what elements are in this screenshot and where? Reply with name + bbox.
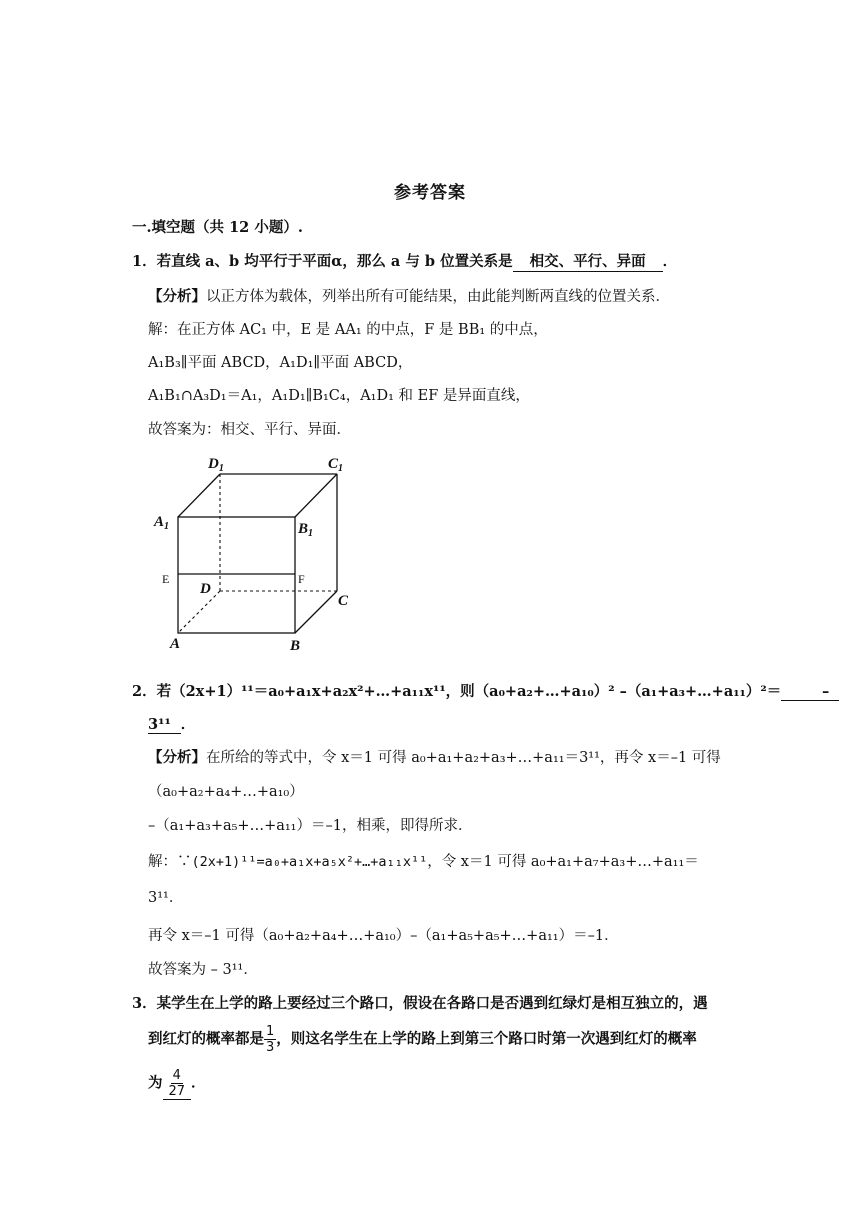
q1-solution-line3: A₁B₁∩A₃D₁＝A₁，A₁D₁∥B₁C₄，A₁D₁ 和 EF 是异面直线， bbox=[148, 388, 530, 404]
q2-number: 2． bbox=[132, 683, 157, 700]
q3-frac-denominator: 3 bbox=[266, 1040, 275, 1055]
q1-analysis-tag: 【分析】 bbox=[148, 288, 206, 305]
cube-front-face bbox=[178, 517, 295, 633]
q2-analysis bbox=[148, 746, 721, 767]
q2-solution-prefix: 解：∵ bbox=[148, 854, 192, 870]
q1-solution-line2: A₁B₃∥平面 ABCD，A₁D₁∥平面 ABCD， bbox=[148, 355, 413, 371]
q2-solution-formula: (2x+1)¹¹=a₀+a₁x+a₅x²+…+a₁₁x¹¹ bbox=[191, 854, 428, 870]
q2-analysis-text: 在所给的等式中，令 x＝1 可得 a₀+a₁+a₂+a₃+…+a₁₁＝3¹¹，再令 x＝–1 可得 bbox=[206, 750, 721, 766]
q3-line3-pre: 为 bbox=[148, 1074, 163, 1092]
q3-line2-pre: 到红灯的概率都是 bbox=[148, 1030, 264, 1048]
q3-stem-line2 bbox=[148, 1024, 697, 1055]
q1-answer-blank: 相交、平行、异面 bbox=[513, 250, 663, 272]
q2-stem bbox=[132, 680, 839, 701]
q1-conclusion: 故答案为：相交、平行、异面． bbox=[148, 422, 351, 438]
label-E: E bbox=[162, 572, 170, 586]
q2-analysis-line2: （a₀+a₂+a₄+…+a₁₀） bbox=[148, 784, 304, 800]
q3-stem-line1 bbox=[132, 992, 708, 1013]
label-B: B bbox=[290, 638, 301, 654]
edge-A1D1 bbox=[178, 474, 220, 517]
label-B1: $B_1$ bbox=[298, 521, 314, 539]
q1-solution-line1: 解：在正方体 AC₁ 中，E 是 AA₁ 的中点，F 是 BB₁ 的中点， bbox=[148, 322, 548, 338]
q3-answer-fraction bbox=[169, 1068, 186, 1099]
q3-answer-numerator: 4 bbox=[172, 1068, 181, 1083]
q1-analysis bbox=[148, 285, 670, 306]
label-C: C bbox=[338, 593, 349, 609]
q2-answer-line: 3¹¹ ． bbox=[148, 716, 196, 733]
q3-line2-post: ，则这名学生在上学的路上到第三个路口时第一次遇到红灯的概率 bbox=[276, 1030, 697, 1048]
label-F: F bbox=[298, 572, 305, 586]
q1-stem-text: 若直线 a、b 均平行于平面α，那么 a 与 b 位置关系是 bbox=[156, 253, 513, 270]
edge-C1B1 bbox=[295, 474, 337, 517]
q1-number: 1． bbox=[132, 253, 157, 270]
section-heading: 一.填空题（共 12 小题）. bbox=[132, 219, 303, 236]
q2-solution-line1 bbox=[148, 850, 699, 871]
q1-analysis-text: 以正方体为载体，列举出所有可能结果，由此能判断两直线的位置关系． bbox=[206, 289, 670, 305]
page-title: 参考答案 bbox=[394, 183, 466, 203]
q3-line3-post: ． bbox=[191, 1074, 206, 1092]
q1-stem-end: ． bbox=[662, 253, 678, 270]
label-C1: $C_1$ bbox=[328, 456, 344, 474]
q2-solution-suffix: ，令 x＝1 可得 a₀+a₁+a₇+a₃+…+a₁₁＝ bbox=[427, 854, 699, 870]
edge-CB bbox=[295, 591, 337, 633]
q3-answer-blank bbox=[163, 1068, 192, 1100]
label-D: D bbox=[200, 581, 211, 597]
q3-number: 3． bbox=[132, 995, 157, 1012]
q1-stem bbox=[132, 250, 677, 272]
q3-stem-text: 某学生在上学的路上要经过三个路口，假设在各路口是否遇到红绿灯是相互独立的，遇 bbox=[156, 995, 708, 1012]
q2-answer-blank-2: 3¹¹ bbox=[148, 716, 181, 734]
q3-frac-numerator: 1 bbox=[266, 1024, 275, 1039]
q3-answer-line bbox=[148, 1068, 206, 1100]
q2-solution-line2: 再令 x＝–1 可得（a₀+a₂+a₄+…+a₁₀）–（a₁+a₅+a₅+…+a₁₁）＝–1． bbox=[148, 928, 619, 944]
q2-solution-cont: 3¹¹． bbox=[148, 890, 184, 906]
hidden-edge-DA bbox=[178, 591, 220, 633]
q2-conclusion: 故答案为 – 3¹¹． bbox=[148, 962, 258, 978]
q3-answer-denominator: 27 bbox=[168, 1084, 186, 1099]
label-A1: $A_1$ bbox=[154, 514, 170, 532]
q2-analysis-tag: 【分析】 bbox=[148, 749, 206, 766]
q3-probability-fraction bbox=[264, 1024, 276, 1055]
label-A: A bbox=[170, 636, 181, 652]
cube-figure bbox=[150, 450, 370, 655]
label-D1: $D_1$ bbox=[208, 456, 224, 474]
q2-analysis-line3: –（a₁+a₃+a₅+…+a₁₁）＝–1，相乘，即得所求． bbox=[148, 818, 473, 834]
q2-stem-text: 若（2x+1）¹¹＝a₀+a₁x+a₂x²+…+a₁₁x¹¹，则（a₀+a₂+…+a₁₀）² –（a₁+a₃+…+a₁₁）²＝ bbox=[156, 683, 782, 700]
q2-answer-blank-1: – bbox=[781, 683, 839, 701]
